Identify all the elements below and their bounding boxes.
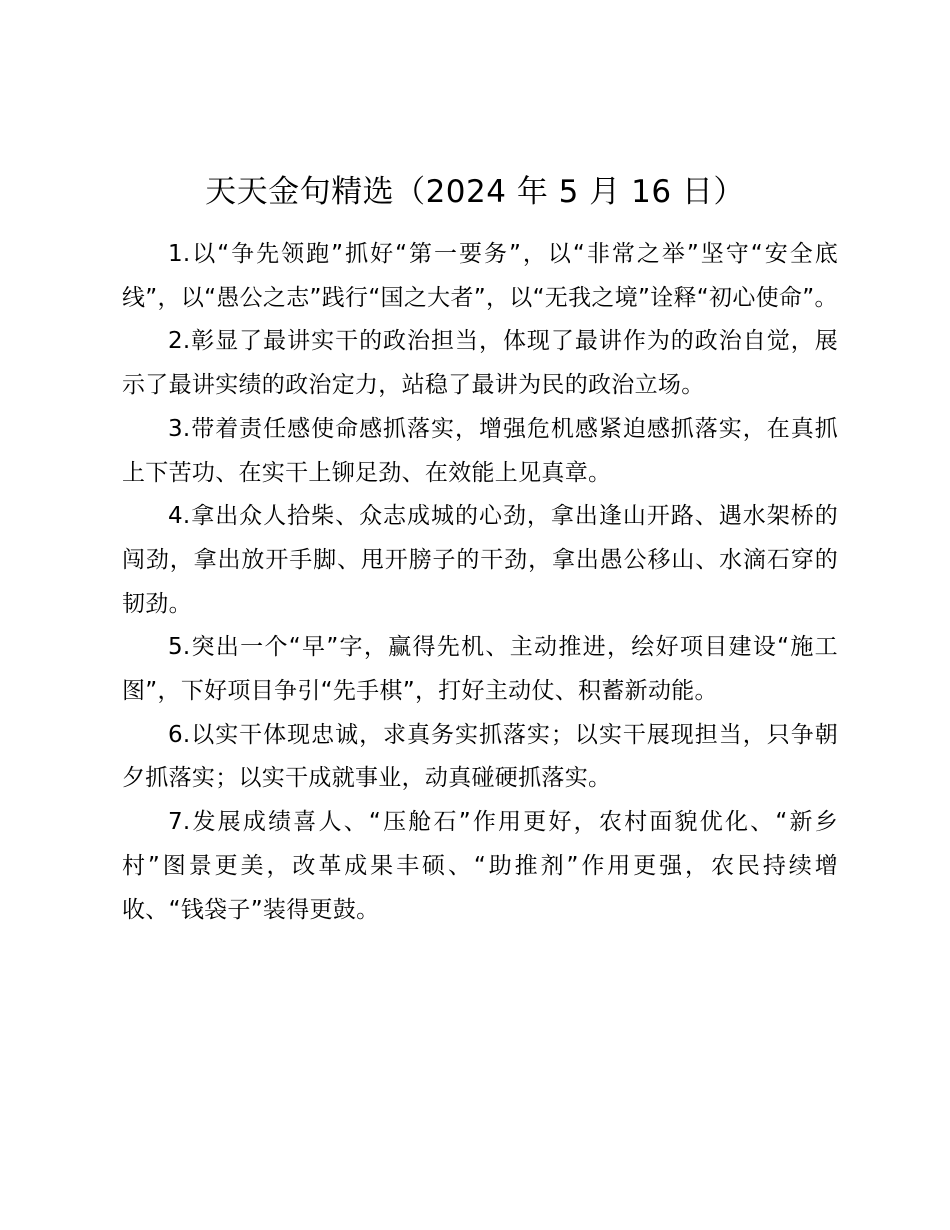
document-body — [122, 233, 838, 932]
quote-paragraph-2: 2.彰显了最讲实干的政治担当，体现了最讲作为的政治自觉，展示了最讲实绩的政治定力，站稳了最讲为民的政治立场。 — [122, 328, 838, 399]
quote-paragraph-4: 4.拿出众人拾柴、众志成城的心劲，拿出逢山开路、遇水架桥的闯劲，拿出放开手脚、甩开膀子的干劲，拿出愚公移山、水滴石穿的韧劲。 — [122, 503, 838, 617]
quote-paragraph-1: 1.以“争先领跑”抓好“第一要务”，以“非常之举”坚守“安全底线”，以“愚公之志”践行“国之大者”，以“无我之境”诠释“初心使命”。 — [122, 241, 838, 311]
quote-paragraph-6: 6.以实干体现忠诚，求真务实抓落实；以实干展现担当，只争朝夕抓落实；以实干成就事业，动真碰硬抓落实。 — [122, 721, 838, 792]
quote-paragraph-5: 5.突出一个“早”字，赢得先机、主动推进，绘好项目建设“施工图”，下好项目争引“先手棋”，打好主动仗、积蓄新动能。 — [122, 634, 838, 705]
document-title: 天天金句精选（2024 年 5 月 16 日） — [205, 174, 745, 210]
quote-paragraph-7: 7.发展成绩喜人、“压舱石”作用更好，农村面貌优化、“新乡村”图景更美，改革成果丰硕、“助推剂”作用更强，农民持续增收、“钱袋子”装得更鼓。 — [122, 809, 838, 923]
quote-paragraph-3: 3.带着责任感使命感抓落实，增强危机感紧迫感抓落实，在真抓上下苦功、在实干上铆足劲、在效能上见真章。 — [122, 415, 838, 486]
